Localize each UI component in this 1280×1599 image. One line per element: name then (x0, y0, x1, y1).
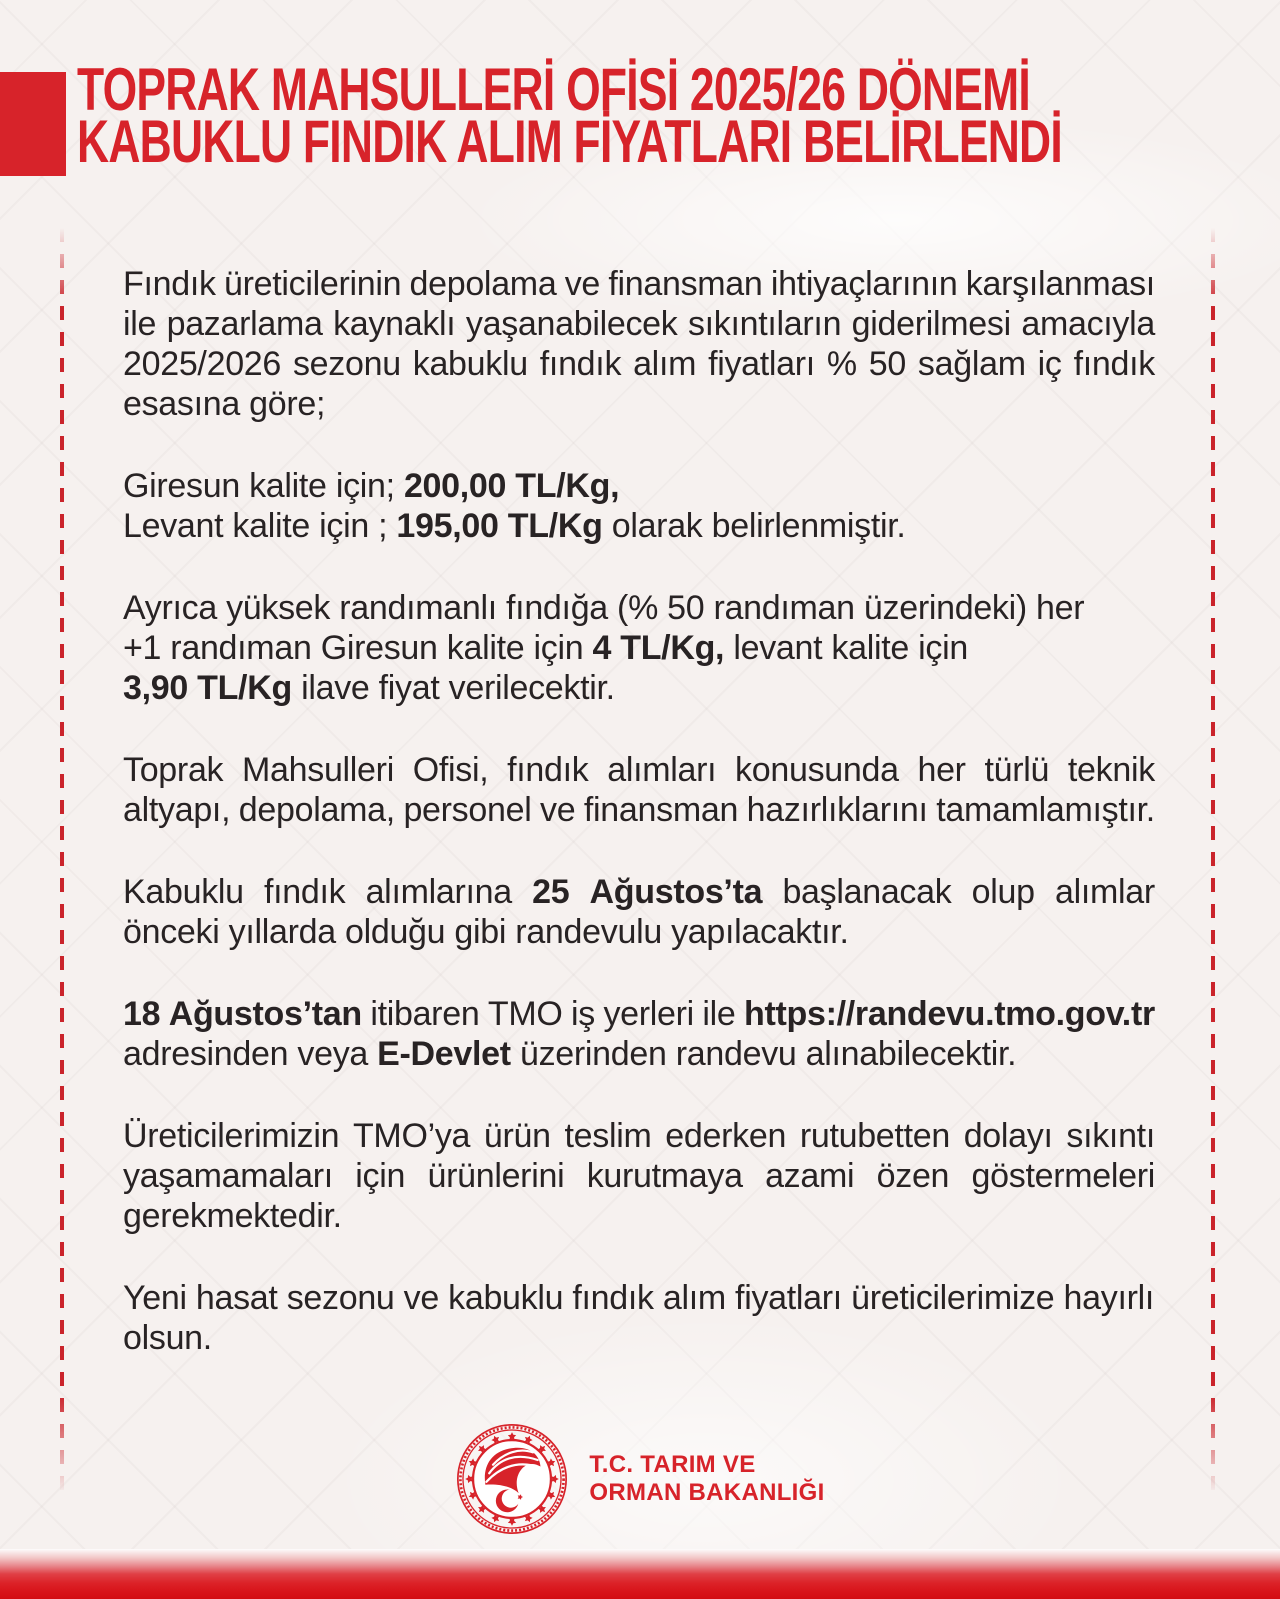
ministry-emblem-icon (455, 1422, 569, 1536)
text-line (123, 1034, 1155, 1074)
text-run: kurutmaya (586, 1157, 743, 1195)
text-run: ile (702, 995, 736, 1033)
text-run: azami (765, 1157, 855, 1195)
text-run: hazırlıklarını (746, 791, 928, 829)
text-run: iç (1037, 345, 1062, 383)
paragraph (123, 466, 1155, 546)
text-run: fındık (539, 345, 622, 383)
paragraph (123, 588, 1155, 708)
text-run: Mahsulleri (242, 751, 394, 789)
text-run: E-Devlet (377, 1035, 511, 1073)
ministry-name-line-2: ORMAN BAKANLIĞI (589, 1479, 825, 1506)
text-line (123, 304, 1155, 344)
text-run: 50 (868, 345, 906, 383)
text-run: Kabuklu (123, 873, 244, 911)
text-run: ürün (483, 1117, 551, 1155)
text-run: fındık (1073, 345, 1155, 383)
text-run: alımları (607, 751, 717, 789)
ministry-logo (0, 1420, 1280, 1538)
text-run: +1 randıman Giresun kalite için (123, 629, 593, 667)
text-run: altyapı, (123, 791, 231, 829)
left-dashed-border (60, 228, 64, 1494)
text-line (123, 912, 1155, 952)
title-line-2: KABUKLU FINDIK ALIM FİYATLARI BELİRLENDİ (77, 108, 1062, 175)
text-run: yerleri (603, 995, 694, 1033)
text-run: ihtiyaçlarının (770, 265, 958, 303)
text-run: göstermeleri (971, 1157, 1155, 1195)
text-run: itibaren (370, 995, 480, 1033)
bottom-gradient-bar (0, 1549, 1280, 1599)
text-run: üreticilerinin (223, 265, 402, 303)
text-run: Giresun kalite için; (123, 467, 404, 505)
text-run: TMO’ya (352, 1117, 471, 1155)
text-run: önceki yıllarda olduğu gibi randevulu yapılacaktır. (123, 913, 849, 951)
ministry-name (589, 1451, 824, 1507)
text-run: alımlar (1054, 873, 1155, 911)
text-run: 25 (532, 873, 570, 911)
text-run: konusunda (735, 751, 899, 789)
header-accent-square (0, 72, 66, 176)
text-run: sıkıntıların (687, 305, 842, 343)
text-run: karşılanması (965, 265, 1155, 303)
paragraph (123, 264, 1155, 424)
text-line (123, 1318, 1155, 1358)
text-run: personel (403, 791, 532, 829)
paragraph (123, 994, 1155, 1074)
text-run: yaşamamaları (123, 1157, 333, 1195)
page-title (77, 56, 1062, 175)
text-run: dolayı (963, 1117, 1053, 1155)
text-line (123, 264, 1155, 304)
text-run: kabuklu (412, 345, 528, 383)
text-line (123, 668, 1155, 708)
text-line (123, 506, 1155, 546)
text-run: fiyatları (708, 345, 815, 383)
text-run: her (917, 751, 966, 789)
text-run: teslim (564, 1117, 652, 1155)
text-run: % (826, 345, 857, 383)
text-line (123, 588, 1155, 628)
text-run: adresinden veya (123, 1035, 378, 1073)
text-run: fındık (264, 873, 346, 911)
text-run: olsun. (123, 1319, 212, 1357)
text-run: için (355, 1157, 406, 1195)
text-run: sezonu (292, 345, 401, 383)
text-run: ve (540, 791, 576, 829)
text-run: kaynaklı (333, 305, 456, 343)
title-line-1: TOPRAK MAHSULLERİ OFİSİ 2025/26 DÖNEMİ (77, 56, 1030, 123)
text-line (123, 344, 1155, 384)
paragraph (123, 1278, 1155, 1358)
text-run: türlü (984, 751, 1050, 789)
text-run: Üreticilerimizin (123, 1117, 340, 1155)
text-line (123, 1278, 1155, 1318)
text-run: Yeni hasat sezonu ve kabuklu fındık alım fiyatları üreticilerimize hayırlı (123, 1279, 1155, 1317)
text-run: yaşanabilecek (465, 305, 678, 343)
text-run: Ayrıca yüksek randımanlı fındığa (% 50 randıman üzerindeki) her (123, 589, 1085, 627)
text-line (123, 1116, 1155, 1156)
ministry-name-line-1: T.C. TARIM VE (589, 1451, 756, 1478)
text-line (123, 994, 1155, 1034)
text-run: ve (564, 265, 601, 303)
text-run: Levant kalite için ; (123, 507, 397, 545)
text-run: Fındık (123, 265, 216, 303)
text-run: olarak belirlenmiştir. (602, 507, 906, 545)
text-run: https://randevu.tmo.gov.tr (744, 995, 1155, 1033)
text-run: 4 TL/Kg, (592, 629, 725, 667)
text-run: depolama, (238, 791, 395, 829)
text-run: Toprak (123, 751, 224, 789)
body-text (123, 264, 1155, 1358)
text-run: 2025/2026 (123, 345, 282, 383)
text-run: finansman (583, 791, 739, 829)
text-run: depolama (409, 265, 557, 303)
text-run: rutubetten (799, 1117, 950, 1155)
text-run: ilave fiyat verilecektir. (291, 669, 615, 707)
text-line (123, 790, 1155, 830)
text-run: alımlarına (365, 873, 512, 911)
text-line (123, 872, 1155, 912)
text-run: ile (123, 305, 157, 343)
text-run: gerekmektedir. (123, 1197, 342, 1235)
text-run: tamamlamıştır. (936, 791, 1155, 829)
text-run: iş (571, 995, 595, 1033)
text-run: alım (633, 345, 697, 383)
right-dashed-border (1211, 228, 1215, 1494)
text-line (123, 466, 1155, 506)
text-run: sıkıntı (1066, 1117, 1155, 1155)
text-run: özen (876, 1157, 950, 1195)
text-run: 200,00 TL/Kg, (403, 467, 620, 505)
text-run: pazarlama (166, 305, 323, 343)
paragraph (123, 1116, 1155, 1236)
text-run: finansman (608, 265, 763, 303)
text-line (123, 1156, 1155, 1196)
text-run: giderilmesi (851, 305, 1011, 343)
text-run: olup (971, 873, 1035, 911)
text-run: sağlam (917, 345, 1026, 383)
text-line (123, 384, 1155, 424)
paragraph (123, 750, 1155, 830)
text-line (123, 750, 1155, 790)
text-run: amacıyla (1021, 305, 1155, 343)
text-run: teknik (1067, 751, 1155, 789)
text-run: 18 (123, 995, 161, 1033)
text-run: 3,90 TL/Kg (123, 669, 292, 707)
text-run: TMO (487, 995, 563, 1033)
text-run: üzerinden randevu alınabilecektir. (510, 1035, 1017, 1073)
text-run: fındık (507, 751, 589, 789)
text-run: esasına göre; (123, 385, 326, 423)
text-run: Ofisi, (412, 751, 489, 789)
text-run: levant kalite için (724, 629, 968, 667)
text-line (123, 628, 1155, 668)
text-run: ederken (665, 1117, 787, 1155)
text-run: Ağustos’tan (168, 995, 362, 1033)
paragraph (123, 872, 1155, 952)
text-run: ürünlerini (427, 1157, 565, 1195)
text-run: başlanacak (782, 873, 952, 911)
text-line (123, 1196, 1155, 1236)
text-run: Ağustos’ta (589, 873, 763, 911)
text-run: 195,00 TL/Kg (396, 507, 603, 545)
